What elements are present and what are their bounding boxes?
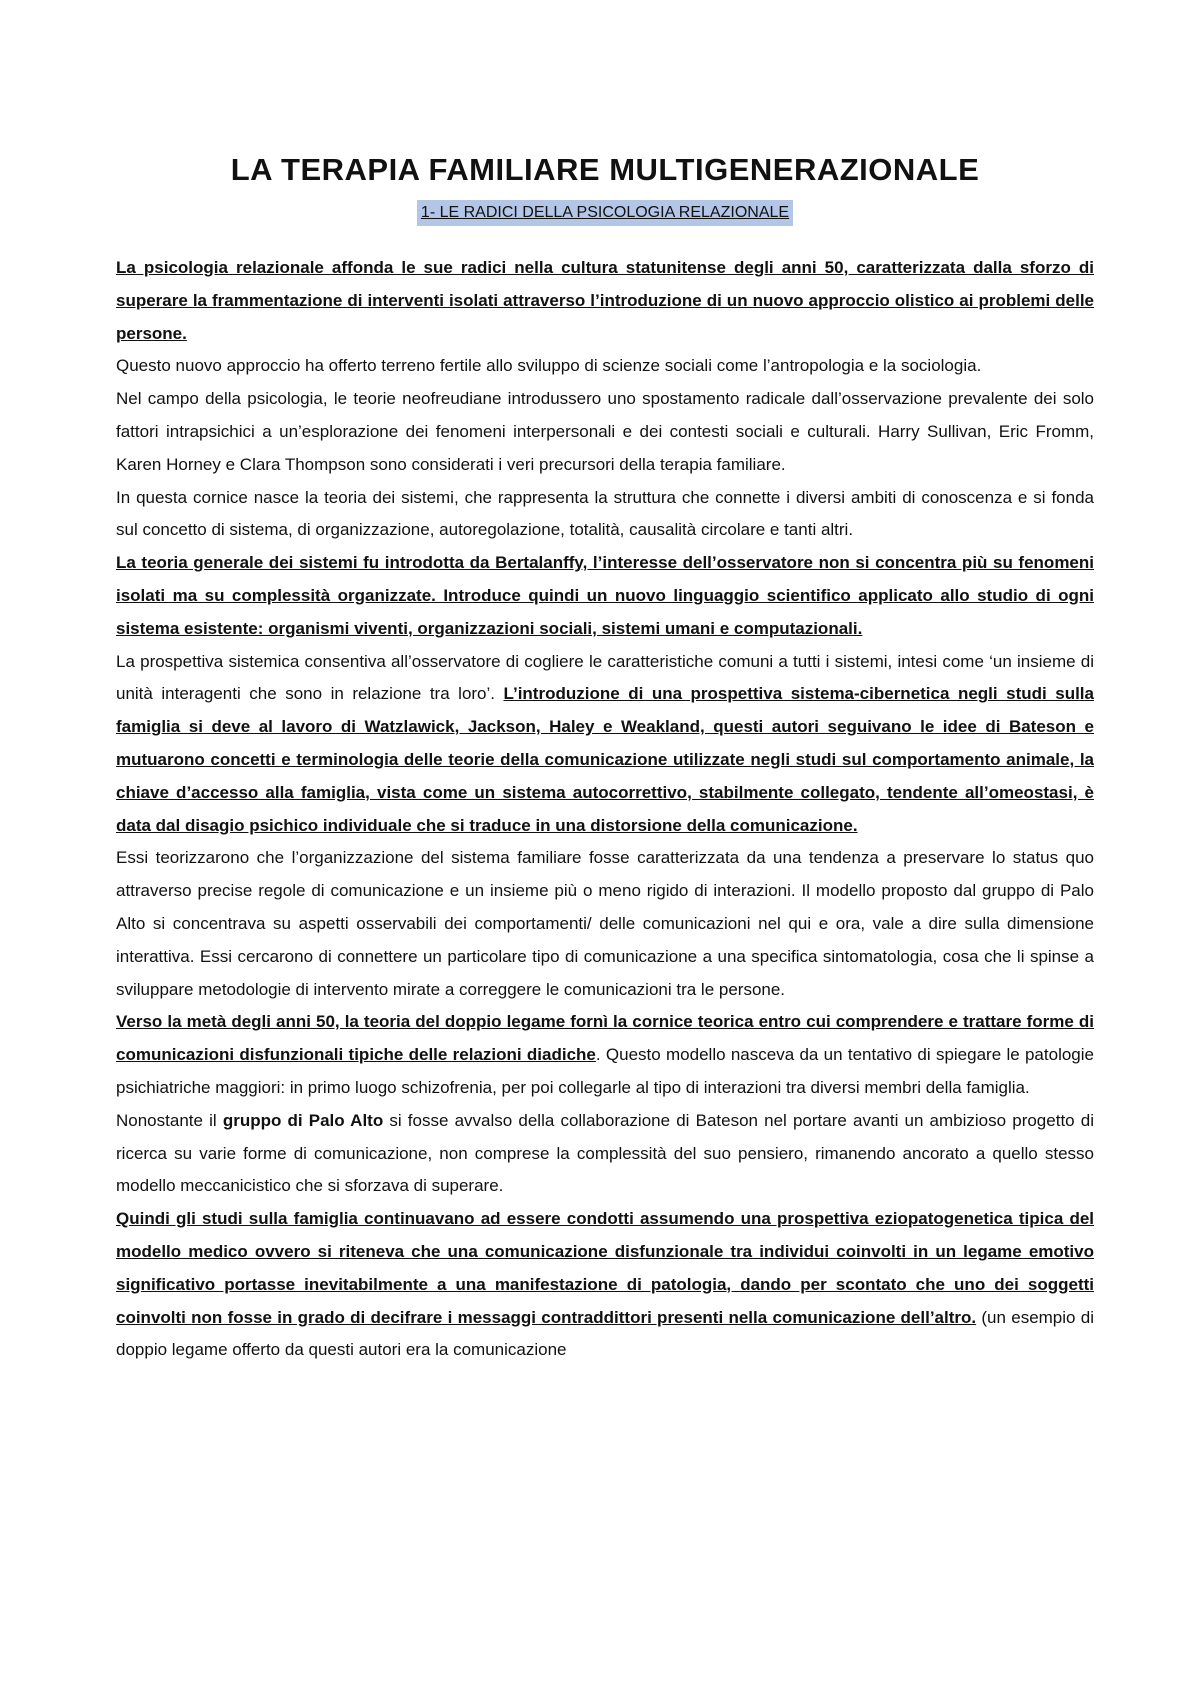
paragraph-2: Questo nuovo approccio ha offerto terreno fertile allo sviluppo di scienze sociali come l’antropologia e la sociologia. — [116, 356, 982, 376]
section-heading-wrap — [116, 200, 1094, 226]
paragraph-5 — [116, 547, 1094, 645]
paragraph-6 — [116, 646, 1094, 843]
paragraph-5-text: La teoria generale dei sistemi fu introdotta da Bertalanffy, l’interesse dell’osservatore non si concentra più su fenomeni isolati ma su complessità organizzate. Introduce quindi un nuovo linguaggio scientifico applicato allo studio di ogni sistema esistente: organismi viventi, organizzazioni sociali, sistemi umani e computazionali. — [116, 553, 1094, 638]
paragraph-8-emphasis: Verso la metà degli anni 50, la teoria del doppio legame fornì la cornice teorica entro cui comprendere e trattare forme di comunicazioni disfunzionali tipiche delle relazioni diadiche — [116, 1012, 1094, 1065]
paragraph-10-plain: (un esempio di doppio legame offerto da questi autori era la comunicazione — [116, 1307, 1094, 1360]
paragraph-9 — [116, 1105, 1094, 1203]
paragraph-9-end: si fosse avvalso della collaborazione di Bateson nel portare avanti un ambizioso progetto di ricerca su varie forme di comunicazione, non comprese la complessità del suo pensiero, rimanendo ancorato a quello stesso modello meccanicistico che si sforzava di superare. — [116, 1110, 1094, 1196]
paragraph-4: In questa cornice nasce la teoria dei sistemi, che rappresenta la struttura che connette i diversi ambiti di conoscenza e si fonda sul concetto di sistema, di organizzazione, autoregolazione, totalità, causalità circolare e tanti altri. — [116, 487, 1094, 540]
paragraph-3: Nel campo della psicologia, le teorie neofreudiane introdussero uno spostamento radicale dall’osservazione prevalente dei solo fattori intrapsichici a un’esplorazione dei fenomeni interpersonali e dei contesti sociali e culturali. Harry Sullivan, Eric Fromm, Karen Horney e Clara Thompson sono considerati i veri precursori della terapia familiare. — [116, 389, 1094, 474]
paragraph-10-emphasis: Quindi gli studi sulla famiglia continuavano ad essere condotti assumendo una prospettiva eziopatogenetica tipica del modello medico ovvero si riteneva che una comunicazione disfunzionale tra individui coinvolti in un legame emotivo significativo portasse inevitabilmente a una manifestazione di patologia, dando per scontato che uno dei soggetti coinvolti non fosse in grado di decifrare i messaggi contraddittori presenti nella comunicazione dell’altro. — [116, 1209, 1094, 1327]
paragraph-6-plain: La prospettiva sistemica consentiva all’osservatore di cogliere le caratteristiche comuni a tutti i sistemi, intesi come ‘un insieme di unità interagenti che sono in relazione tra loro’. — [116, 651, 1094, 704]
paragraph-8 — [116, 1006, 1094, 1104]
paragraph-1 — [116, 252, 1094, 350]
paragraph-6-emphasis: L’introduzione di una prospettiva sistema-cibernetica negli studi sulla famiglia si deve al lavoro di Watzlawick, Jackson, Haley e Weakland, questi autori seguivano le idee di Bateson e mutuarono concetti e terminologia delle teorie della comunicazione utilizzate negli studi sul comportamento animale, la chiave d’accesso alla famiglia, vista come un sistema autocorrettivo, stabilmente collegato, tendente all’omeostasi, è data dal disagio psichico individuale che si traduce in una distorsione della comunicazione. — [116, 684, 1094, 835]
paragraph-9-start: Nonostante il — [116, 1110, 223, 1130]
paragraph-10 — [116, 1203, 1094, 1367]
section-heading: 1- LE RADICI DELLA PSICOLOGIA RELAZIONALE — [417, 200, 793, 226]
paragraph-1-text: La psicologia relazionale affonda le sue radici nella cultura statunitense degli anni 50, caratterizzata dalla sforzo di superare la frammentazione di interventi isolati attraverso l’introduzione di un nuovo approccio olistico ai problemi delle persone. — [116, 258, 1094, 343]
paragraph-9-bold: gruppo di Palo Alto — [222, 1110, 384, 1130]
paragraph-8-plain: . Questo modello nasceva da un tentativo di spiegare le patologie psichiatriche maggiori: in primo luogo schizofrenia, per poi collegarle al tipo di interazioni tra diversi membri della famiglia. — [116, 1045, 1094, 1097]
document-body — [116, 252, 1094, 1367]
document-title: LA TERAPIA FAMILIARE MULTIGENERAZIONALE — [230, 152, 980, 187]
paragraph-7: Essi teorizzarono che l’organizzazione del sistema familiare fosse caratterizzata da una tendenza a preservare lo status quo attraverso precise regole di comunicazione e un insieme più o meno rigido di interazioni. Il modello proposto dal gruppo di Palo Alto si concentrava su aspetti osservabili dei comportamenti/ delle comunicazioni nel qui e ora, vale a dire sulla dimensione interattiva. Essi cercarono di connettere un particolare tipo di comunicazione a una specifica sintomatologia, cosa che li spinse a sviluppare metodologie di intervento mirate a correggere le comunicazioni tra le persone. — [116, 848, 1094, 999]
